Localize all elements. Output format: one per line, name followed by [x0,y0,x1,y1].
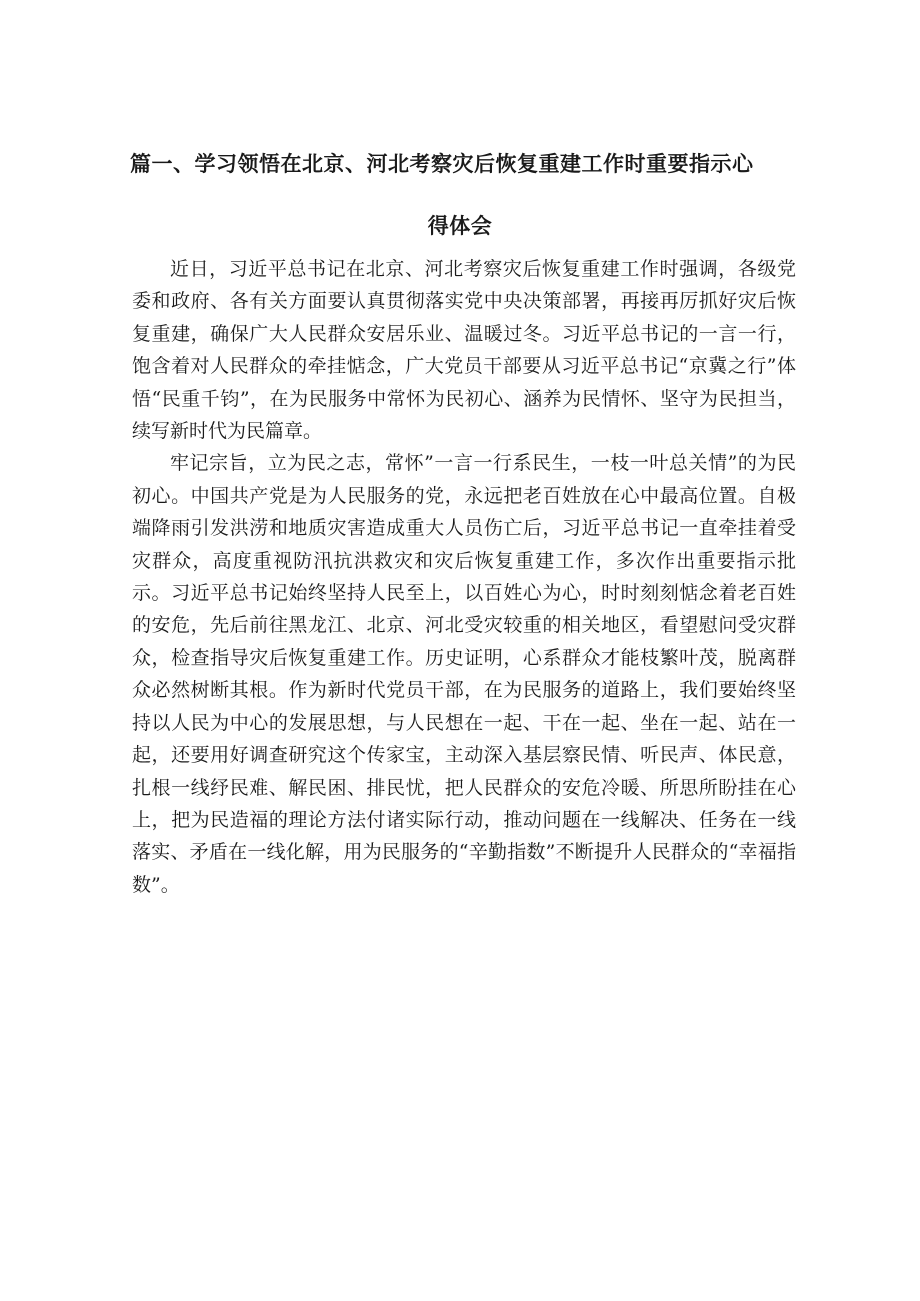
document-title-line-1: 篇一、学习领悟在北京、河北考察灾后恢复重建工作时重要指示心 [130,152,754,176]
paragraph-1: 近日，习近平总书记在北京、河北考察灾后恢复重建工作时强调，各级党委和政府、各有关方面要认真贯彻落实党中央决策部署，再接再厉抓好灾后恢复重建，确保广大人民群众安居乐业、温暖过冬。习近平总书记的一言一行，饱含着对人民群众的牵挂惦念，广大党员干部要从习近平总书记“京冀之行”体悟“民重千钧”，在为民服务中常怀为民初心、涵养为民情怀、坚守为民担当，续写新时代为民篇章。 [132,258,796,443]
document-title-line-2: 得体会 [427,214,493,238]
document-body [132,253,796,901]
paragraph-2: 牢记宗旨，立为民之志，常怀”一言一行系民生，一枝一叶总关情”的为民初心。中国共产党是为人民服务的党，永远把老百姓放在心中最高位置。自极端降雨引发洪涝和地质灾害造成重大人员伤亡后，习近平总书记一直牵挂着受灾群众，高度重视防汛抗洪救灾和灾后恢复重建工作，多次作出重要指示批示。习近平总书记始终坚持人民至上，以百姓心为心，时时刻刻惦念着老百姓的安危，先后前往黑龙江、北京、河北受灾较重的相关地区，看望慰问受灾群众，检查指导灾后恢复重建工作。历史证明，心系群众才能枝繁叶茂，脱离群众必然树断其根。作为新时代党员干部，在为民服务的道路上，我们要始终坚持以人民为中心的发展思想，与人民想在一起、干在一起、坐在一起、站在一起，还要用好调查研究这个传家宝，主动深入基层察民情、听民声、体民意，扎根一线纾民难、解民困、排民忧，把人民群众的安危冷暖、所思所盼挂在心上，把为民造福的理论方法付诸实际行动，推动问题在一线解决、任务在一线落实、矛盾在一线化解，用为民服务的“辛勤指数”不断提升人民群众的“幸福指数”。 [132,452,796,896]
